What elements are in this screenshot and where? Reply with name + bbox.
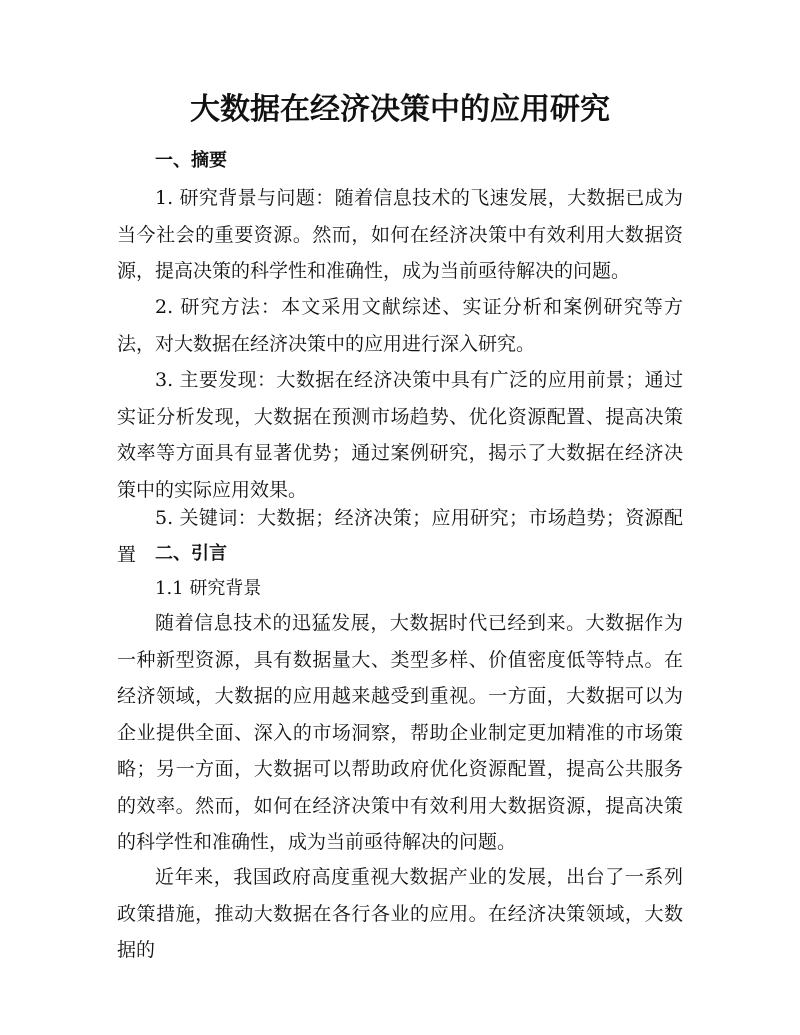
document-title: 大数据在经济决策中的应用研究 [190, 92, 610, 127]
abstract-item-findings: 3. 主要发现：大数据在经济决策中具有广泛的应用前景；通过实证分析发现，大数据在预测市场趋势、优化资源配置、提高决策效率等方面具有显著优势；通过案例研究，揭示了大数据在经济决策中的实际应用效果。 [117, 369, 683, 501]
subsection-heading-background: 1.1 研究背景 [155, 578, 262, 599]
intro-paragraph-1: 随着信息技术的迅猛发展，大数据时代已经到来。大数据作为一种新型资源，具有数据量大、类型多样、价值密度低等特点。在经济领域，大数据的应用越来越受到重视。一方面，大数据可以为企业提供全面、深入的市场洞察，帮助企业制定更加精准的市场策略；另一方面，大数据可以帮助政府优化资源配置，提高公共服务的效率。然而，如何在经济决策中有效利用大数据资源，提高决策的科学性和准确性，成为当前亟待解决的问题。 [117, 612, 683, 853]
abstract-item-keywords: 5. 关键词：大数据；经济决策；应用研究；市场趋势；资源配置 [117, 507, 683, 566]
section-heading-introduction: 二、引言 [155, 543, 227, 564]
intro-paragraph-2: 近年来，我国政府高度重视大数据产业的发展，出台了一系列政策措施，推动大数据在各行各业的应用。在经济决策领域，大数据的 [117, 866, 683, 961]
abstract-item-background: 1. 研究背景与问题：随着信息技术的飞速发展，大数据已成为当今社会的重要资源。然而，如何在经济决策中有效利用大数据资源，提高决策的科学性和准确性，成为当前亟待解决的问题。 [117, 187, 683, 282]
section-heading-abstract: 一、摘要 [155, 150, 227, 171]
abstract-item-method: 2. 研究方法：本文采用文献综述、实证分析和案例研究等方法，对大数据在经济决策中的应用进行深入研究。 [117, 296, 683, 355]
